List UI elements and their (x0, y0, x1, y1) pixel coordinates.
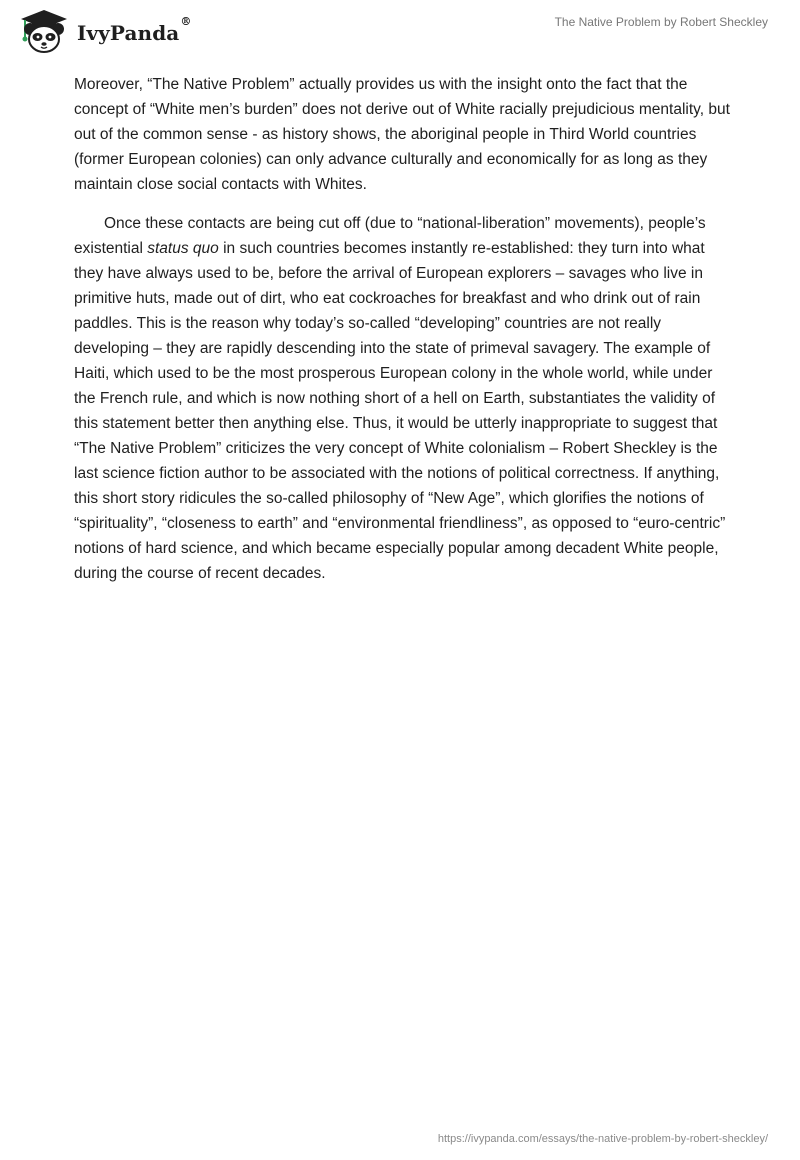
page-header (0, 0, 800, 64)
paragraph-2-start: Once these contacts are being cut off (due to “national-liberation” movements), people’s existential (74, 215, 706, 257)
paragraph-2-italic: status quo (147, 240, 219, 257)
essay-body (74, 72, 730, 600)
paragraph-1: Moreover, “The Native Problem” actually provides us with the insight onto the fact that the concept of “White men’s burden” does not derive out of White racially prejudicious mentality, but out of the common sense - as history shows, the aboriginal people in Third World countries (former European colonies) can only advance culturally and economically for as long as they maintain close social contacts with Whites. (74, 76, 730, 193)
logo-wordmark: IvyPanda® (77, 15, 192, 45)
panda-graduate-icon (15, 7, 73, 55)
registered-mark: ® (180, 15, 192, 28)
document-title: The Native Problem by Robert Sheckley (554, 15, 768, 29)
source-url[interactable]: https://ivypanda.com/essays/the-native-problem-by-robert-sheckley/ (437, 1133, 768, 1145)
ivypanda-logo[interactable] (15, 7, 191, 55)
paragraph-2 (74, 211, 730, 586)
paragraph-2-end: in such countries becomes instantly re-established: they turn into what they have always used to be, before the arrival of European explorers – savages who live in primitive huts, made out of dirt, who eat cockroaches for breakfast and who drink out of rain paddles. This is the reason why today’s so-called “developing” countries are not really developing – they are rapidly descending into the state of primeval savagery. The example of Haiti, which used to be the most prosperous European colony in the whole world, while under the French rule, and which is now nothing short of a hell on Earth, substantiates the validity of this statement better then anything else. Thus, it would be utterly inappropriate to suggest that “The Native Problem” criticizes the very concept of White colonialism – Robert Sheckley is the last science fiction author to be associated with the notions of political correctness. If anything, this short story ridicules the so-called philosophy of “New Age”, which glorifies the notions of “spirituality”, “closeness to earth” and “environmental friendliness”, as opposed to “euro-centric” notions of hard science, and which became especially popular among decadent White people, during the course of recent decades. (74, 240, 726, 582)
